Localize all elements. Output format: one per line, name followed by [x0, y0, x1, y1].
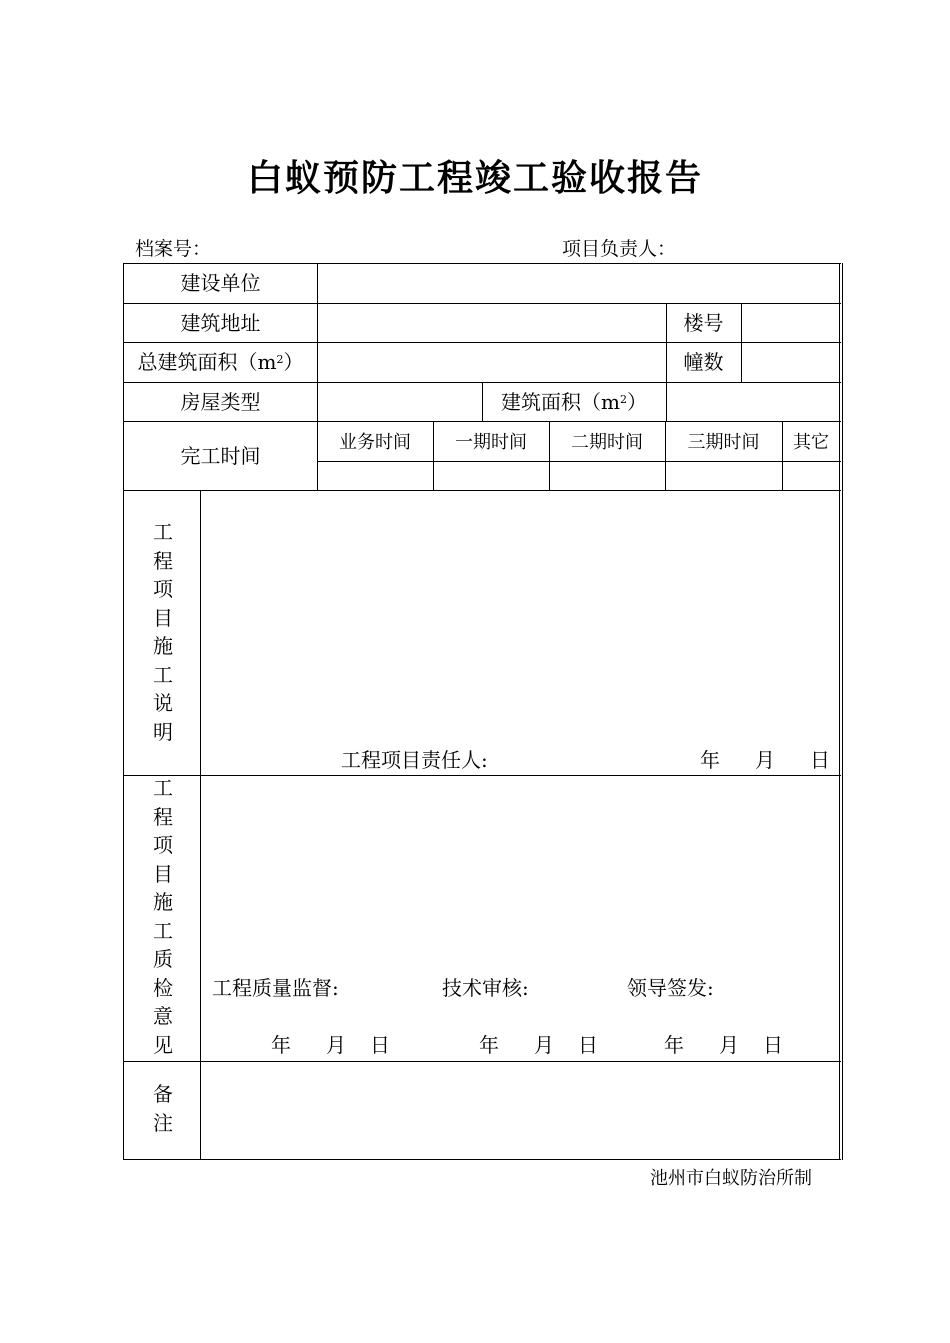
- month-label: 月: [755, 748, 775, 772]
- row-divider: [317, 461, 841, 462]
- quality-supervision-label: 工程质量监督:: [212, 976, 339, 1000]
- month-label: 月: [719, 1033, 739, 1057]
- issuer-footer: 池州市白蚁防治所制: [650, 1168, 812, 1189]
- table-border-bottom: [124, 1159, 841, 1160]
- year-label: 年: [700, 748, 720, 772]
- technical-review-label: 技术审核:: [442, 976, 529, 1000]
- table-border-top: [124, 263, 841, 264]
- year-label: 年: [664, 1033, 684, 1057]
- time-column-other: 其它: [793, 432, 829, 453]
- total-area-label: [124, 350, 317, 374]
- day-label: 日: [810, 748, 830, 772]
- building-area-text: 建筑面积（m: [501, 390, 620, 414]
- builder-label: 建设单位: [180, 271, 261, 295]
- row-divider: [124, 775, 841, 776]
- time-column-phase3: 三期时间: [687, 432, 760, 453]
- table-border-right-shadow: [842, 263, 843, 1160]
- table-border-right: [839, 263, 840, 1160]
- completion-time-label: 完工时间: [180, 444, 261, 468]
- total-area-text: 总建筑面积（m: [137, 350, 277, 374]
- year-label: 年: [479, 1033, 499, 1057]
- building-number-label: 楼号: [683, 311, 724, 335]
- column-divider: [741, 303, 742, 383]
- leader-issue-label: 领导签发:: [627, 976, 714, 1000]
- file-number-label: 档案号：: [135, 238, 212, 260]
- total-area-suffix: ）: [283, 350, 304, 374]
- time-column-phase1: 一期时间: [455, 432, 527, 453]
- column-divider: [200, 490, 201, 1160]
- superscript-2: 2: [276, 353, 284, 366]
- project-leader-label: 项目负责人：: [562, 238, 677, 260]
- construction-description-vertical-label: 工 程 项 目 施 工 说 明: [153, 520, 173, 744]
- row-divider: [124, 490, 841, 491]
- superscript-2: 2: [619, 393, 627, 406]
- time-column-business: 业务时间: [339, 432, 411, 453]
- column-divider: [317, 263, 318, 491]
- house-type-label: 房屋类型: [180, 390, 261, 414]
- year-label: 年: [271, 1033, 291, 1057]
- row-divider: [124, 303, 841, 304]
- page-title: 白蚁预防工程竣工验收报告: [246, 158, 703, 199]
- row-divider: [124, 1061, 841, 1062]
- day-label: 日: [763, 1033, 783, 1057]
- month-label: 月: [326, 1033, 346, 1057]
- day-label: 日: [578, 1033, 598, 1057]
- project-responsible-label: 工程项目责任人:: [341, 748, 488, 772]
- day-label: 日: [370, 1033, 390, 1057]
- month-label: 月: [534, 1033, 554, 1057]
- time-column-phase2: 二期时间: [571, 432, 643, 453]
- remarks-vertical-label: 备 注: [153, 1082, 173, 1135]
- address-label: 建筑地址: [180, 311, 261, 335]
- building-count-label: 幢数: [683, 350, 724, 374]
- building-area-suffix: ）: [626, 390, 647, 414]
- building-area-label: [482, 390, 666, 414]
- row-divider: [124, 342, 841, 343]
- column-divider: [666, 382, 667, 422]
- quality-inspection-vertical-label: 工 程 项 目 施 工 质 检 意 见: [153, 776, 173, 1057]
